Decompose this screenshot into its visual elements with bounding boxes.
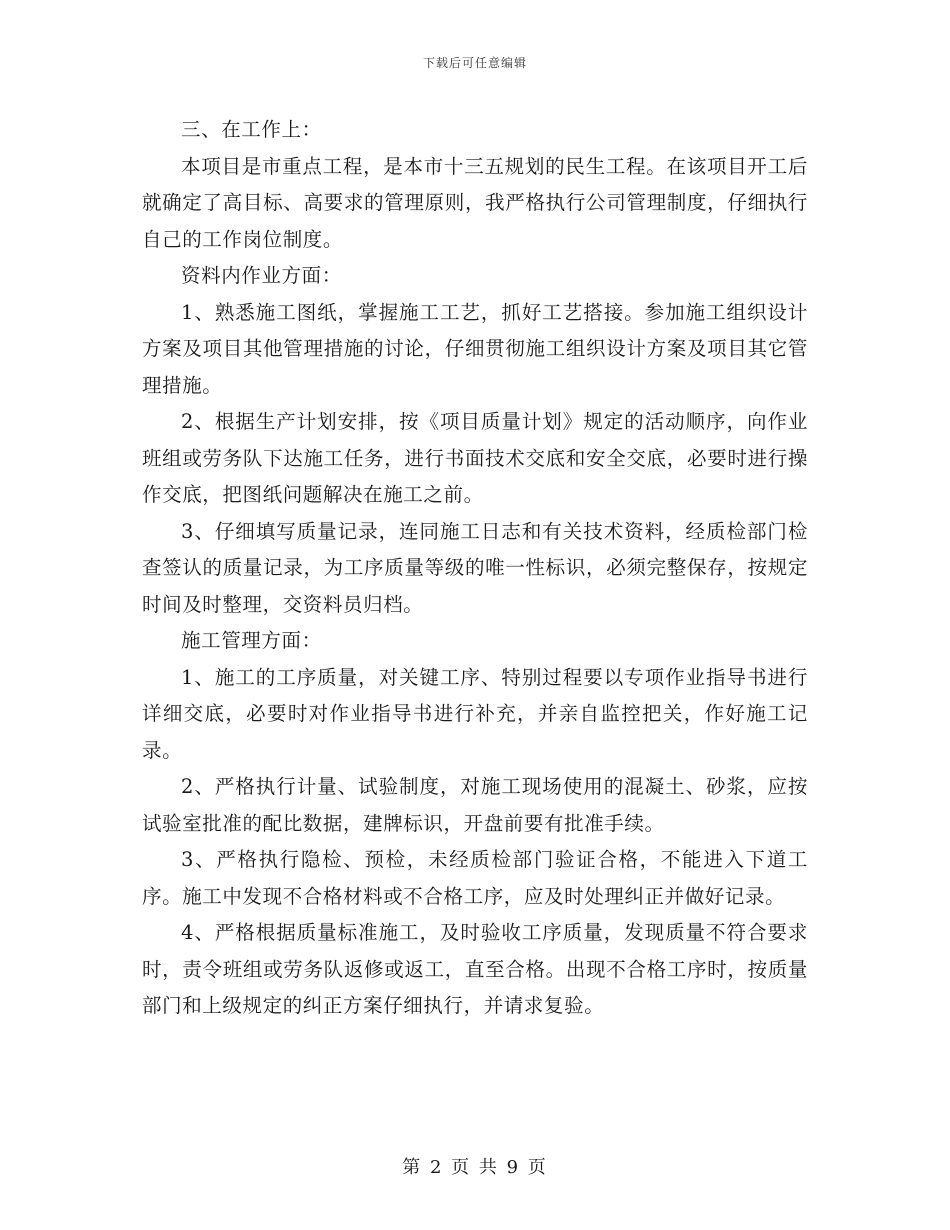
section-heading-work: 三、在工作上：	[181, 118, 322, 141]
paragraph-doc-item-2: 2、根据生产计划安排，按《项目质量计划》规定的活动顺序，向作业班组或劳务队下达施工任务，进行书面技术交底和安全交底，必要时进行操作交底，把图纸问题解决在施工之前。	[142, 410, 808, 506]
page-number-footer	[0, 1153, 950, 1179]
paragraph-mgmt-item-4: 4、严格根据质量标准施工，及时验收工序质量，发现质量不符合要求时，责令班组或劳务队返修或返工，直至合格。出现不合格工序时，按质量部门和上级规定的纠正方案仔细执行，并请求复验。	[142, 921, 808, 1017]
subheading-construction-management: 施工管理方面：	[181, 629, 322, 652]
document-body	[142, 112, 808, 1025]
paragraph-doc-item-3: 3、仔细填写质量记录，连同施工日志和有关技术资料，经质检部门检查签认的质量记录，为工序质量等级的唯一性标识，必须完整保存，按规定时间及时整理，交资料员归档。	[142, 519, 808, 616]
paragraph-mgmt-item-2: 2、严格执行计量、试验制度，对施工现场使用的混凝土、砂浆，应按试验室批准的配比数据，建牌标识，开盘前要有批准手续。	[142, 775, 808, 835]
page-number-label: 第 2 页 共 9 页	[402, 1157, 548, 1178]
paragraph-doc-item-1: 1、熟悉施工图纸，掌握施工工艺，抓好工艺搭接。参加施工组织设计方案及项目其他管理措施的讨论，仔细贯彻施工组织设计方案及项目其它管理措施。	[142, 300, 808, 397]
subheading-documentation: 资料内作业方面：	[181, 264, 342, 287]
paragraph-mgmt-item-3: 3、严格执行隐检、预检，未经质检部门验证合格，不能进入下道工序。施工中发现不合格材料或不合格工序，应及时处理纠正并做好记录。	[142, 848, 808, 908]
page-header-note: 下载后可任意编辑	[422, 56, 527, 70]
paragraph-mgmt-item-1: 1、施工的工序质量，对关键工序、特别过程要以专项作业指导书进行详细交底，必要时对作业指导书进行补充，并亲自监控把关，作好施工记录。	[142, 665, 808, 762]
paragraph-intro: 本项目是市重点工程，是本市十三五规划的民生工程。在该项目开工后就确定了高目标、高要求的管理原则，我严格执行公司管理制度，仔细执行自己的工作岗位制度。	[142, 154, 808, 251]
